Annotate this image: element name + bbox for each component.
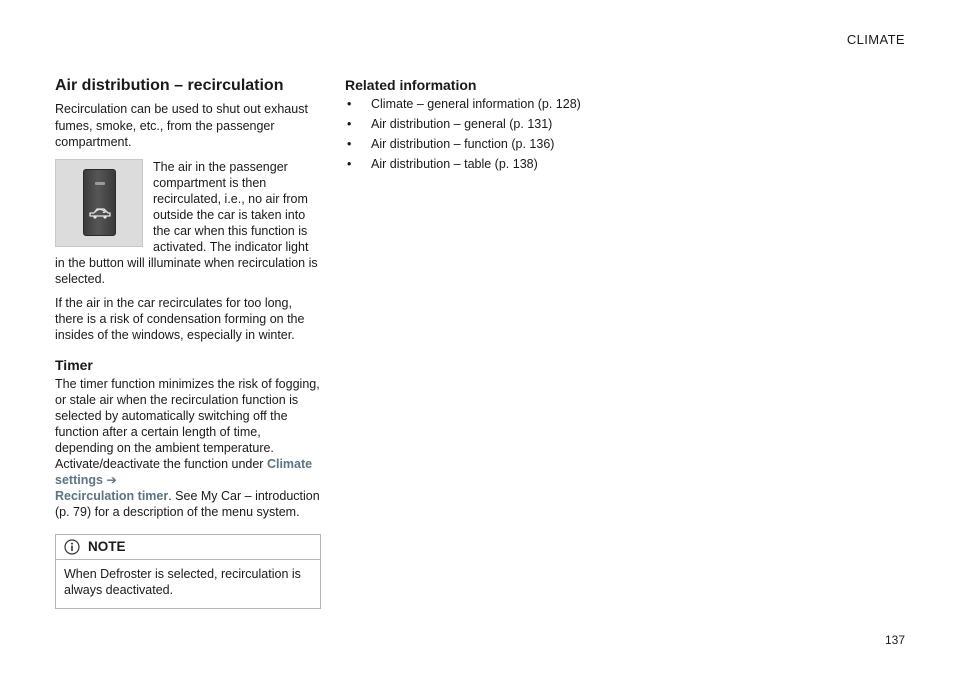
- related-link[interactable]: Air distribution – function (p. 136): [371, 137, 555, 151]
- related-item[interactable]: [345, 96, 635, 112]
- indicator-light: [95, 182, 105, 185]
- note-title: NOTE: [88, 539, 126, 554]
- related-link[interactable]: Air distribution – table (p. 138): [371, 157, 538, 171]
- related-link[interactable]: Climate – general information (p. 128): [371, 97, 581, 111]
- timer-heading: Timer: [55, 356, 93, 373]
- related-item[interactable]: [345, 136, 635, 152]
- arrow-right-icon: ➔: [102, 472, 117, 487]
- related-column: [345, 76, 635, 176]
- recirculation-button-image: [55, 159, 143, 247]
- recirculation-icon: [88, 206, 112, 220]
- recirculation-button-face: [83, 169, 116, 236]
- related-link[interactable]: Air distribution – general (p. 131): [371, 117, 553, 131]
- bullet-icon: •: [347, 97, 352, 111]
- bullet-icon: •: [347, 157, 352, 171]
- page-number: 137: [884, 633, 905, 647]
- section-title: CLIMATE: [846, 32, 905, 47]
- note-box: [55, 534, 321, 609]
- related-item[interactable]: [345, 116, 635, 132]
- note-text: When Defroster is selected, recirculation is always deactivated.: [64, 566, 301, 597]
- page-heading: Air distribution – recirculation: [55, 77, 284, 94]
- info-icon: [64, 539, 80, 555]
- figure-caption-text: The air in the passenger compartment is then recirculated, i.e., no air from outside the car is taken into the car when this function is activated. The indicator light in the button will illuminate when recirculation is selected.: [55, 159, 318, 286]
- related-heading: Related information: [345, 77, 477, 93]
- menu-path-climate-settings: Climate settings: [55, 456, 313, 487]
- bullet-icon: •: [347, 117, 352, 131]
- menu-path-recirculation-timer: Recirculation timer: [55, 488, 169, 503]
- note-header: [56, 535, 320, 560]
- related-list: [345, 96, 635, 172]
- timer-text-after: . See My Car – introduction (p. 79) for a description of the menu system.: [55, 488, 320, 519]
- related-item[interactable]: [345, 156, 635, 172]
- timer-text-before: The timer function minimizes the risk of fogging, or stale air when the recirculation function is selected by automatically switching off the function after a certain length of time, depending on the ambient temperature. Activate/deactivate the function under: [55, 376, 320, 471]
- condensation-warning-text: If the air in the car recirculates for too long, there is a risk of condensation forming on the insides of the windows, especially in winter.: [55, 295, 305, 342]
- bullet-icon: •: [347, 137, 352, 151]
- main-column: [55, 76, 321, 609]
- intro-text: Recirculation can be used to shut out exhaust fumes, smoke, etc., from the passenger compartment.: [55, 102, 308, 149]
- timer-text: [55, 376, 321, 520]
- figure-section: [55, 159, 321, 287]
